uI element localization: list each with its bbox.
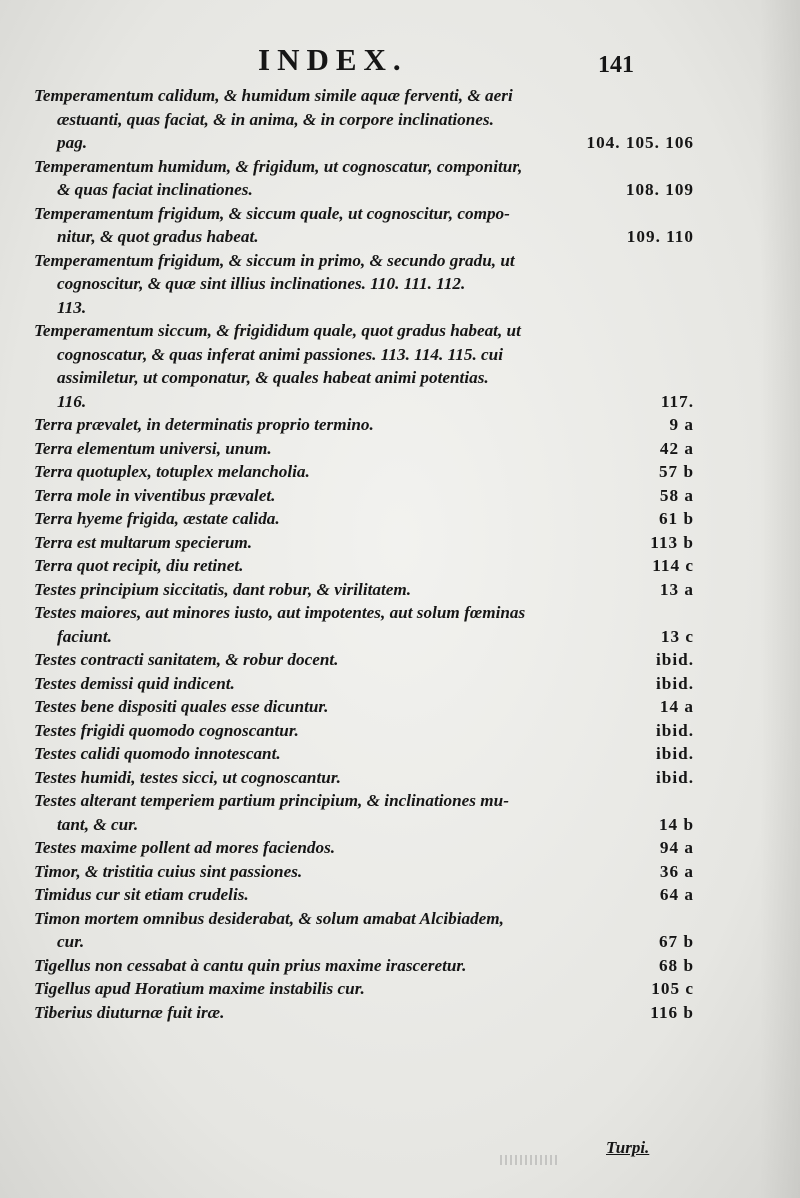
index-line [0,695,800,719]
index-line [0,296,800,320]
index-line-reference: 13 a [659,579,694,599]
index-line-text: Timon mortem omnibus desiderabat, & solum amabat Alcibiadem, [34,908,504,928]
index-line-text: pag. [57,133,88,152]
index-line-reference: 108. 109 [625,180,694,199]
ink-smudge [500,1155,560,1165]
index-line-text: Tigellus non cessabat à cantu quin prius maxime irasceretur. [34,955,467,975]
index-line [0,648,800,672]
index-line-text: Terra mole in viventibus prævalet. [34,485,276,505]
index-line-text: Temperamentum siccum, & frigididum quale, quot gradus habeat, ut [34,321,521,340]
index-line [0,625,800,649]
index-line-text: Timor, & tristitia cuius sint passiones. [34,861,303,881]
index-line-text: cognoscitur, & quæ sint illius inclinationes. 110. 111. 112. [57,274,466,293]
index-line-reference: 116 b [650,1002,694,1022]
index-line-text: cur. [57,932,85,951]
index-line-text: Testes frigidi quomodo cognoscantur. [34,720,299,740]
index-line-reference: ibid. [656,744,694,763]
index-line [0,178,800,202]
index-line [0,601,800,625]
index-line [0,366,800,390]
index-line-reference: ibid. [656,767,694,787]
index-line-text: Temperamentum calidum, & humidum simile aquæ ferventi, & aeri [34,86,513,105]
index-line-reference: 94 a [659,838,694,857]
index-line [0,930,800,954]
index-line [0,860,800,884]
index-line [0,84,800,108]
index-entries [0,84,800,1024]
index-line-reference: 104. 105. 106 [586,133,694,152]
index-line-text: Testes demissi quid indicent. [34,673,235,693]
index-line-text: Temperamentum humidum, & frigidum, ut cognoscatur, componitur, [34,156,523,176]
index-line [0,272,800,296]
index-line [0,225,800,249]
index-line-text: Temperamentum frigidum, & siccum in primo, & secundo gradu, ut [34,250,515,270]
index-line-reference: 64 a [659,885,694,904]
index-line-reference: 42 a [659,438,694,458]
index-line-reference: 14 a [659,697,694,716]
index-line-text: æstuanti, quas faciat, & in anima, & in corpore inclinationes. [57,109,494,129]
page-number: 141 [598,52,634,78]
index-line [0,108,800,132]
index-line [0,742,800,766]
index-line-reference: ibid. [656,720,694,740]
index-line-text: Timidus cur sit etiam crudelis. [34,885,249,904]
index-line [0,766,800,790]
index-line [0,249,800,273]
index-line [0,202,800,226]
index-line-reference: ibid. [656,673,694,693]
index-line [0,531,800,555]
index-line [0,319,800,343]
index-line-text: Testes maxime pollent ad mores faciendos. [34,838,336,857]
index-line-text: Testes maiores, aut minores iusto, aut impotentes, aut solum fœminas [34,603,526,622]
page-header [0,42,800,82]
index-line [0,460,800,484]
index-line-text: Terra hyeme frigida, æstate calida. [34,509,280,528]
index-line-reference: 105 c [651,979,694,998]
index-line [0,507,800,531]
index-line-reference: 9 a [669,415,694,434]
index-title: INDEX. [258,42,408,77]
index-line-text: Terra est multarum specierum. [34,532,253,552]
index-line-text: Tiberius diuturnæ fuit iræ. [34,1002,225,1022]
index-line [0,813,800,837]
index-line-text: faciunt. [57,626,112,646]
index-line-text: nitur, & quot gradus habeat. [57,227,259,246]
index-line-text: assimiletur, ut componatur, & quales habeat animi potentias. [57,368,489,387]
index-line [0,554,800,578]
index-line [0,954,800,978]
index-line-reference: 36 a [659,861,694,881]
index-line-reference: 57 b [658,462,694,481]
index-line-text: 113. [57,297,87,317]
index-line [0,155,800,179]
index-line-text: Testes bene dispositi quales esse dicuntur. [34,697,329,716]
index-line-reference: 117. [660,391,694,411]
index-line-text: & quas faciat inclinationes. [57,180,253,199]
index-line [0,977,800,1001]
index-line-text: Temperamentum frigidum, & siccum quale, ut cognoscitur, compo- [34,203,510,223]
index-line-reference: ibid. [656,650,694,669]
index-line-text: Testes alterant temperiem partium principium, & inclinationes mu- [34,791,509,810]
index-line [0,131,800,155]
index-line [0,789,800,813]
index-line-reference: 68 b [658,955,694,975]
index-line [0,578,800,602]
index-line-reference: 13 c [660,626,694,646]
index-line [0,907,800,931]
index-line-text: Terra elementum universi, unum. [34,438,272,458]
index-line [0,437,800,461]
index-line-text: Tigellus apud Horatium maxime instabilis cur. [34,979,365,998]
index-line-text: Terra prævalet, in determinatis proprio termino. [34,415,374,434]
index-line-reference: 14 b [658,814,694,834]
index-line [0,1001,800,1025]
index-line-reference: 109. 110 [626,227,694,246]
index-line-text: Testes humidi, testes sicci, ut cognoscantur. [34,767,341,787]
index-line-reference: 113 b [650,532,694,552]
index-line [0,883,800,907]
index-line-text: cognoscatur, & quas inferat animi passiones. 113. 114. 115. cui [57,344,503,364]
index-line-reference: 114 c [652,556,694,575]
index-line-reference: 67 b [658,932,694,951]
index-line-text: tant, & cur. [57,814,139,834]
index-line [0,484,800,508]
index-line [0,390,800,414]
index-line [0,413,800,437]
catchword: Turpi. [606,1138,650,1157]
index-line [0,672,800,696]
index-line-text: Terra quotuplex, totuplex melancholia. [34,462,310,481]
index-line-text: Testes contracti sanitatem, & robur docent. [34,650,339,669]
index-line [0,719,800,743]
index-line [0,836,800,860]
index-line-text: Testes calidi quomodo innotescant. [34,744,281,763]
index-line-text: Terra quot recipit, diu retinet. [34,556,244,575]
page-edge-shadow [760,0,800,1198]
index-line-text: Testes principium siccitatis, dant robur, & virilitatem. [34,579,412,599]
index-line [0,343,800,367]
index-line-reference: 61 b [658,509,694,528]
index-line-text: 116. [57,391,87,411]
index-line-reference: 58 a [659,485,694,505]
